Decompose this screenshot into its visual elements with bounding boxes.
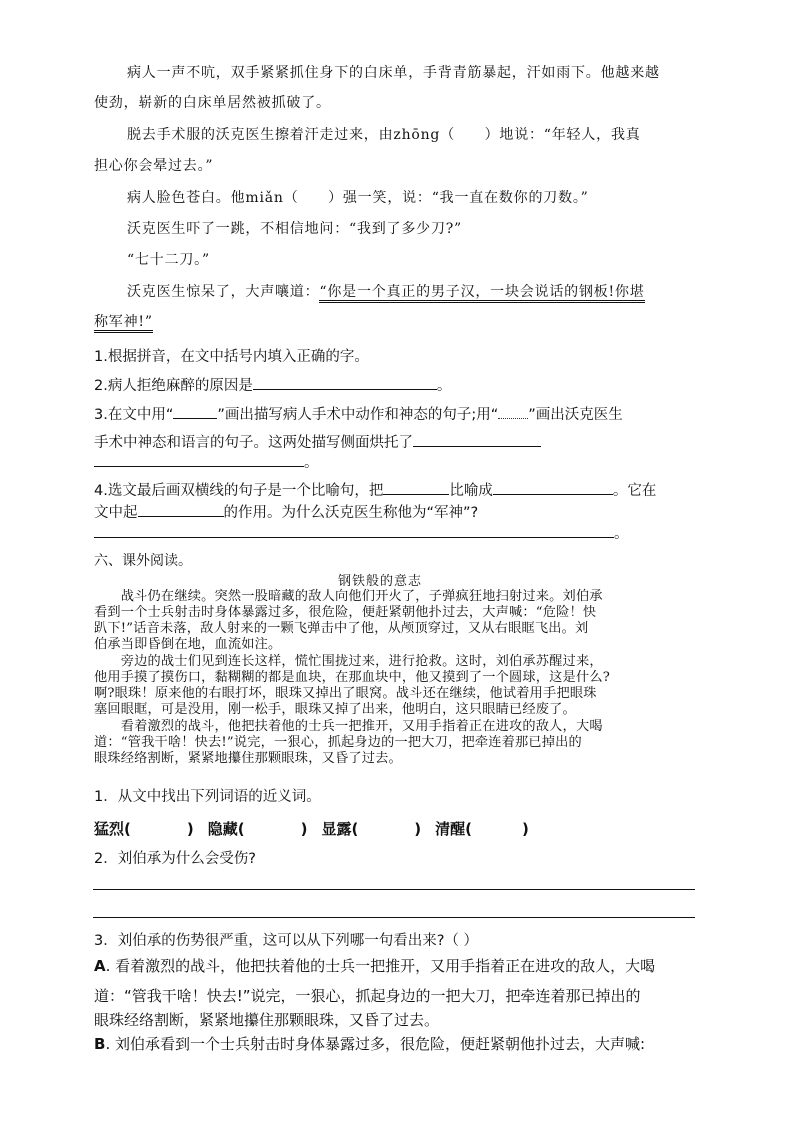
synonym-item: 显露( [321,820,359,838]
wavy-line-sample [498,404,528,419]
synonym-item: 清醒( [435,820,473,838]
option-a-label: A [94,957,106,975]
synonym-close: ) [300,820,308,838]
passage-para4: 沃克医生吓了一跳，不相信地问：“我到了多少刀?” [127,221,463,237]
question-4-text-a: 4.选文最后画双横线的句子是一个比喻句，把 [94,483,384,499]
story-line: 他用手摸了摸伤口，黏糊糊的都是血块，在那血块中，他又摸到了一个圆球，这是什么? [94,670,610,685]
answer-line[interactable] [93,889,695,890]
story-line: 看着激烈的战斗，他把扶着他的士兵一把推开，又用手指着正在进攻的敌人，大喝 [94,719,603,734]
passage-para6-lead: 沃克医生惊呆了，大声嚷道： [127,284,320,300]
question-4-line2-text-b: 的作用。为什么沃克医生称他为“军神”? [223,505,479,521]
story-line: 眼珠经络割断，紧紧地攥住那颗眼珠，又昏了过去。 [94,751,402,766]
passage-double-underlined-quote-end: 称军神!” [94,314,153,333]
answer-blank[interactable] [94,523,614,538]
section-6-heading: 六、课外阅读。 [94,553,192,569]
question-2-end: 。 [436,378,452,394]
question-3-text-c: ”画出沃克医生 [528,407,623,423]
synonym-close: ) [522,820,529,838]
question-3-line2-text: 手术中神态和语言的句子。这两处描写侧面烘托了 [94,435,413,451]
answer-blank[interactable] [413,432,541,447]
question-3-line2 [94,431,541,452]
passage-para5: “七十二刀。” [127,252,210,268]
option-b-text: . 刘伯承看到一个士兵射击时身体暴露过多，很危险，便赶紧朝他扑过去，大声喊: [105,1035,646,1053]
answer-line[interactable] [93,917,695,918]
passage-double-underlined-quote: “你是一个真正的男子汉，一块会说话的钢板!你堪 [319,284,644,303]
question-1: 1.根据拼音，在文中括号内填入正确的字。 [94,349,369,365]
question-3-text-b: ”画出描写病人手术中动作和神态的句子;用“ [217,407,499,423]
option-a-line3: 眼珠经络割断，紧紧地攥住那颗眼珠，又昏了过去。 [94,1011,440,1029]
answer-blank[interactable] [94,452,304,467]
answer-blank[interactable] [253,375,437,390]
question-4-line3 [94,522,629,543]
option-b-line1[interactable] [94,1033,645,1054]
story-line: 战斗仍在继续。突然一股暗藏的敌人向他们开火了，子弹疯狂地扫射过来。刘伯承 [94,589,603,604]
story-line: 啊?眼珠！原来他的右眼打坏，眼珠又掉出了眼窝。战斗还在继续，他试着用手把眼珠 [94,686,597,701]
synonym-row [94,818,529,839]
story-line: 塞回眼眶，可是没用，刚一松手，眼珠又掉了出来，他明白，这只眼睛已经废了。 [94,702,576,717]
question-4-line2 [94,501,478,522]
passage-para2-line2: 担心你会晕过去。” [94,158,214,174]
passage-para1-line2: 使劲，崭新的白床单居然被抓破了。 [94,95,331,111]
passage-para2-line1: 脱去手术服的沃克医生擦着汗走过来，由zhōng（ ）地说：“年轻人，我真 [127,127,641,143]
answer-blank[interactable] [383,480,449,495]
option-a-line1[interactable] [94,955,655,976]
answer-blank[interactable] [493,480,613,495]
story-line: 看到一个士兵射击时身体暴露过多，很危险，便赶紧朝他扑过去，大声喊：“危险！快 [94,605,597,620]
passage-para1-line1: 病人一声不吭，双手紧紧抓住身下的白床单，手背青筋暴起，汗如雨下。他越来越 [127,65,660,81]
passage-para6 [127,281,645,301]
story-title: 钢铁般的意志 [338,574,423,589]
question-2 [94,374,451,395]
synonym-close: ) [186,820,194,838]
question-4-text-c: 。它在 [612,483,657,499]
question-4-text-b: 比喻成 [449,483,493,499]
synonym-close: ) [414,820,422,838]
question-3-text-a: 3.在文中用“ [94,407,174,423]
question-3 [94,403,623,424]
question-4-end: 。 [614,526,629,542]
story-line: 伯承当即昏倒在地，血流如注。 [94,637,282,652]
story-line: 旁边的战士们见到连长这样，慌忙围拢过来，进行抢救。这时，刘伯承苏醒过来， [94,654,603,669]
synonym-item: 隐藏( [207,820,245,838]
story-line: 道：“管我干啥！快去!”说完，一狠心，抓起身边的一把大刀，把牵连着那已掉出的 [94,735,582,750]
question-3-line3 [94,451,319,472]
option-b-label: B [94,1035,106,1053]
s6-question-1: 1．从文中找出下列词语的近义词。 [94,789,321,805]
question-4-line2-text-a: 文中起 [94,505,138,521]
option-a-line2: 道：“管我干啥！快去!”说完，一狠心，抓起身边的一把大刀，把牵连着那已掉出的 [94,987,641,1005]
question-3-end: 。 [304,455,319,471]
answer-blank[interactable] [138,502,224,517]
question-4 [94,479,656,500]
question-2-text: 2.病人拒绝麻醉的原因是 [94,378,253,394]
s6-question-2: 2．刘伯承为什么会受伤? [94,851,256,867]
s6-question-3: 3．刘伯承的伤势很严重，这可以从下列哪一句看出来?（ ） [94,933,479,949]
straight-line-sample [173,404,217,419]
story-line: 趴下!”话音未落，敌人射来的一颗飞弹击中了他，从颅顶穿过，又从右眼眶飞出。刘 [94,621,589,636]
synonym-item: 猛烈( [94,820,131,838]
passage-para3: 病人脸色苍白。他miǎn（ ）强一笑，说：“我一直在数你的刀数。” [127,190,589,206]
option-a-text: . 看着激烈的战斗，他把扶着他的士兵一把推开，又用手指着正在进攻的敌人，大喝 [105,957,656,975]
passage-para6-line2 [94,311,153,331]
